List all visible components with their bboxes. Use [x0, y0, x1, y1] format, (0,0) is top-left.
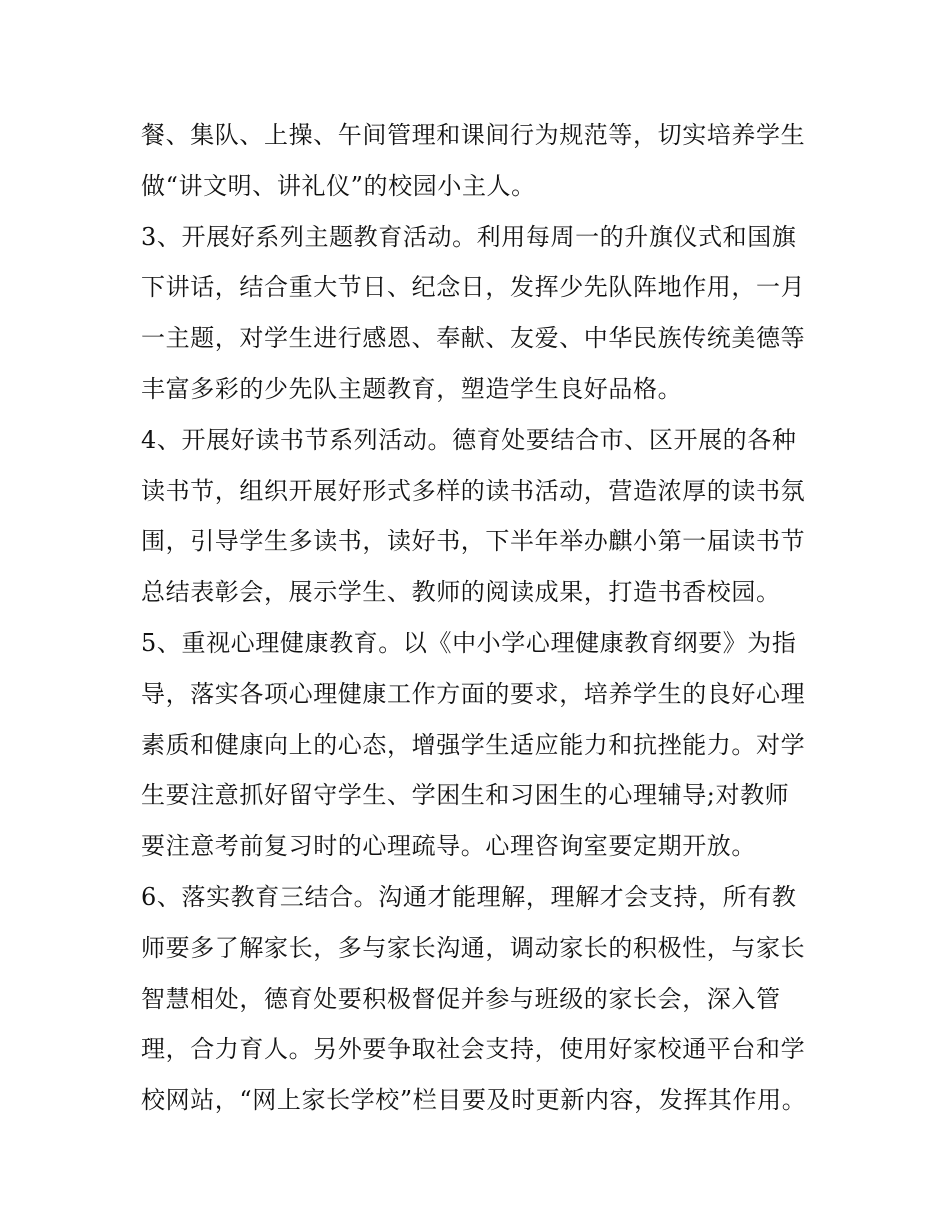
text-line-13: 素质和健康向上的心态，增强学生适应能力和抗挫能力。对学 [141, 730, 806, 759]
text-line-12: 导，落实各项心理健康工作方面的要求，培养学生的良好心理 [141, 679, 806, 708]
text-line-5: 一主题，对学生进行感恩、奉献、友爱、中华民族传统美德等 [141, 324, 806, 353]
text-line-4: 下讲话，结合重大节日、纪念日，发挥少先队阵地作用，一月 [141, 273, 806, 302]
text-line-17: 师要多了解家长，多与家长沟通，调动家长的积极性，与家长 [141, 933, 806, 962]
text-line-20: 校网站，“网上家长学校”栏目要及时更新内容，发挥其作用。 [141, 1086, 807, 1115]
text-line-14: 生要注意抓好留守学生、学困生和习困生的心理辅导;对教师 [141, 781, 790, 810]
text-line-11: 5、重视心理健康教育。以《中小学心理健康教育纲要》为指 [141, 628, 797, 657]
text-line-6: 丰富多彩的少先队主题教育，塑造学生良好品格。 [141, 374, 683, 403]
text-line-18: 智慧相处，德育处要积极督促并参与班级的家长会，深入管 [141, 984, 781, 1013]
text-line-19: 理，合力育人。另外要争取社会支持，使用好家校通平台和学 [141, 1035, 806, 1064]
text-line-16: 6、落实教育三结合。沟通才能理解，理解才会支持，所有教 [141, 882, 797, 911]
text-line-10: 总结表彰会，展示学生、教师的阅读成果，打造书香校园。 [141, 578, 781, 607]
text-line-2: 做“讲文明、讲礼仪”的校园小主人。 [141, 171, 536, 200]
text-line-8: 读书节，组织开展好形式多样的读书活动，营造浓厚的读书氛 [141, 476, 806, 505]
text-line-15: 要注意考前复习时的心理疏导。心理咨询室要定期开放。 [141, 832, 756, 861]
text-line-9: 围，引导学生多读书，读好书，下半年举办麒小第一届读书节 [141, 527, 806, 556]
text-line-3: 3、开展好系列主题教育活动。利用每周一的升旗仪式和国旗 [141, 222, 797, 251]
document-body [141, 110, 821, 1126]
text-line-7: 4、开展好读书节系列活动。德育处要结合市、区开展的各种 [141, 425, 797, 454]
text-line-1: 餐、集队、上操、午间管理和课间行为规范等，切实培养学生 [141, 121, 806, 149]
